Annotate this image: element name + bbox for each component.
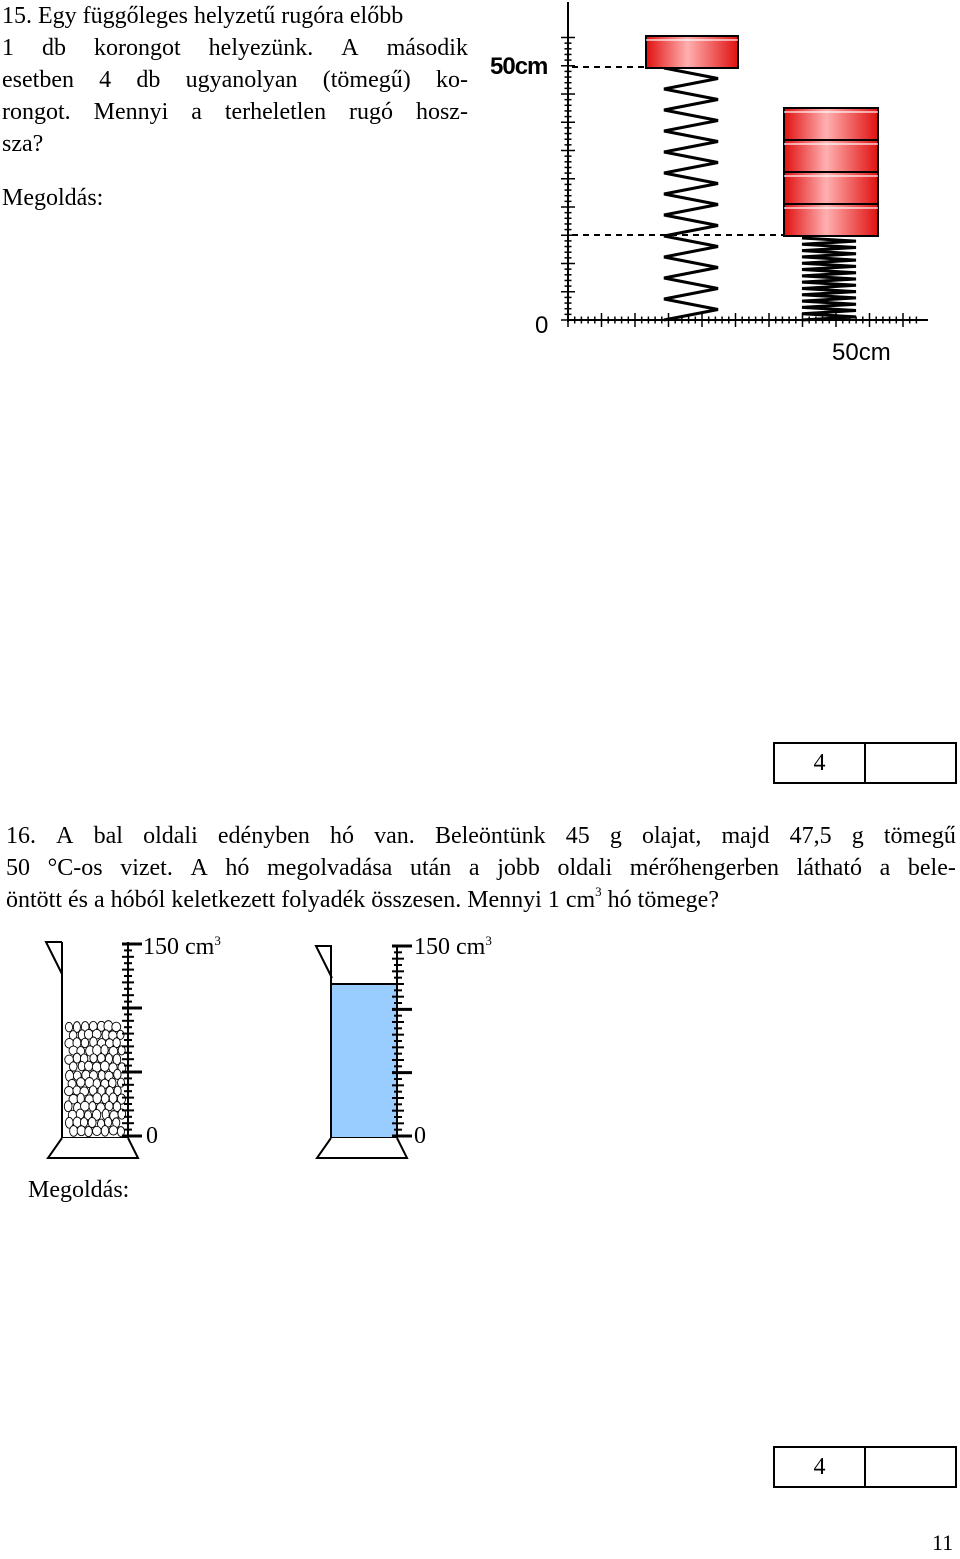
word: megolvadása xyxy=(267,855,393,881)
spring-coil xyxy=(802,238,856,320)
word: Mennyi xyxy=(93,99,169,125)
word: jobb xyxy=(497,855,540,881)
cylinder-scale xyxy=(122,944,142,1136)
word: (tömegű) xyxy=(322,67,411,93)
snow-granule xyxy=(69,1062,77,1071)
word: mérőhengerben xyxy=(629,855,780,881)
word: terheletlen xyxy=(224,99,327,125)
word: A xyxy=(341,35,359,61)
measuring-cylinder-snow xyxy=(40,930,260,1170)
word: g xyxy=(851,823,864,849)
word: majd xyxy=(721,823,770,849)
snow-granule xyxy=(101,1126,108,1137)
word: a xyxy=(191,99,202,125)
word: bele- xyxy=(907,855,956,881)
solution-label: Megoldás: xyxy=(2,185,104,211)
word: van. xyxy=(374,823,415,849)
word: A xyxy=(190,855,208,881)
max-points: 4 xyxy=(813,1453,826,1480)
word: korongot xyxy=(94,35,181,61)
word: második xyxy=(386,35,468,61)
spring-right xyxy=(802,238,856,320)
snow-granule xyxy=(85,1126,93,1136)
word: vizet. xyxy=(120,855,173,881)
word: a xyxy=(468,855,480,881)
word: olajat, xyxy=(642,823,702,849)
snow-granule xyxy=(77,1126,85,1136)
word: után xyxy=(409,855,452,881)
word: hó xyxy=(330,823,354,849)
text-line xyxy=(2,32,468,64)
snow-granule xyxy=(109,1126,117,1135)
disk-stack-right xyxy=(784,108,878,236)
word: rongot. xyxy=(2,99,71,125)
disk xyxy=(784,204,878,236)
snow-granule xyxy=(113,1038,120,1048)
score-box-15 xyxy=(773,742,957,784)
text-line: 15. Egy függőleges helyzetű rugóra előbb xyxy=(2,3,404,29)
word: bal xyxy=(93,823,123,849)
label-zero: 0 xyxy=(535,312,549,339)
word: ko- xyxy=(435,67,468,93)
snow-granule xyxy=(65,1022,72,1031)
word: oldali xyxy=(143,823,198,849)
page-number: 11 xyxy=(932,1530,954,1555)
cylinder-label-max: 150 $cm^3$ xyxy=(414,933,492,960)
word: oldali xyxy=(557,855,613,881)
word: 50 xyxy=(6,855,30,881)
word: hó xyxy=(225,855,250,881)
text-line: sza? xyxy=(2,131,44,157)
spring-figure xyxy=(480,0,940,380)
snow-granule xyxy=(85,1061,93,1071)
text-line xyxy=(6,820,956,852)
cylinder-label-zero: 0 xyxy=(146,1123,158,1149)
label-50cm-horizontal: 50cm xyxy=(832,339,891,366)
text-line: öntött és a hóból keletkezett folyadék összesen. Mennyi 1 $cm^3$ hó tömege? xyxy=(6,884,719,913)
word: 45 xyxy=(565,823,590,849)
word: 16. xyxy=(6,823,36,849)
word: g xyxy=(609,823,622,849)
word: db xyxy=(42,35,66,61)
label-50cm-vertical: 50cm xyxy=(490,53,548,80)
score-box-16 xyxy=(773,1446,957,1488)
text-line xyxy=(6,852,956,884)
cylinder-label-max: 150 $cm^3$ xyxy=(143,933,221,960)
max-points: 4 xyxy=(813,749,826,776)
word: hosz- xyxy=(415,99,468,125)
snow-granule xyxy=(90,1054,97,1063)
points-earned-field[interactable] xyxy=(864,1448,955,1486)
word: látható xyxy=(796,855,862,881)
word: a xyxy=(879,855,891,881)
solution-label: Megoldás: xyxy=(28,1177,130,1203)
word: Beleöntünk xyxy=(434,823,546,849)
word: A xyxy=(56,823,74,849)
spring-coil xyxy=(664,68,718,320)
disk xyxy=(784,108,878,140)
word: rugó xyxy=(349,99,394,125)
disk xyxy=(646,36,738,68)
word: tömegű xyxy=(883,823,956,849)
word: °C-os xyxy=(47,855,103,881)
word: edényben xyxy=(217,823,310,849)
word: esetben xyxy=(2,67,74,93)
spring-left xyxy=(664,68,718,320)
text-line xyxy=(2,64,468,96)
problem-16-text xyxy=(6,820,956,916)
text-line xyxy=(2,96,468,128)
disk xyxy=(784,140,878,172)
word: ugyanolyan xyxy=(185,67,298,93)
word: db xyxy=(136,67,161,93)
snow-granules xyxy=(64,1021,126,1137)
cylinder-label-zero: 0 xyxy=(414,1123,426,1149)
points-earned-field[interactable] xyxy=(864,744,955,782)
word: 47,5 xyxy=(789,823,832,849)
word: helyezünk. xyxy=(208,35,314,61)
measuring-cylinder-liquid xyxy=(310,930,530,1170)
word: 4 xyxy=(99,67,112,93)
problem-15-text xyxy=(2,0,468,160)
snow-granule xyxy=(88,1117,96,1127)
word: 1 xyxy=(2,35,14,61)
snow-granule xyxy=(73,1053,81,1063)
snow-granule xyxy=(70,1126,78,1137)
snow-granule xyxy=(92,1126,101,1135)
snow-granule xyxy=(100,1061,109,1071)
disk xyxy=(784,172,878,204)
liquid-fill xyxy=(331,984,397,1138)
disk-stack-left xyxy=(646,36,738,68)
